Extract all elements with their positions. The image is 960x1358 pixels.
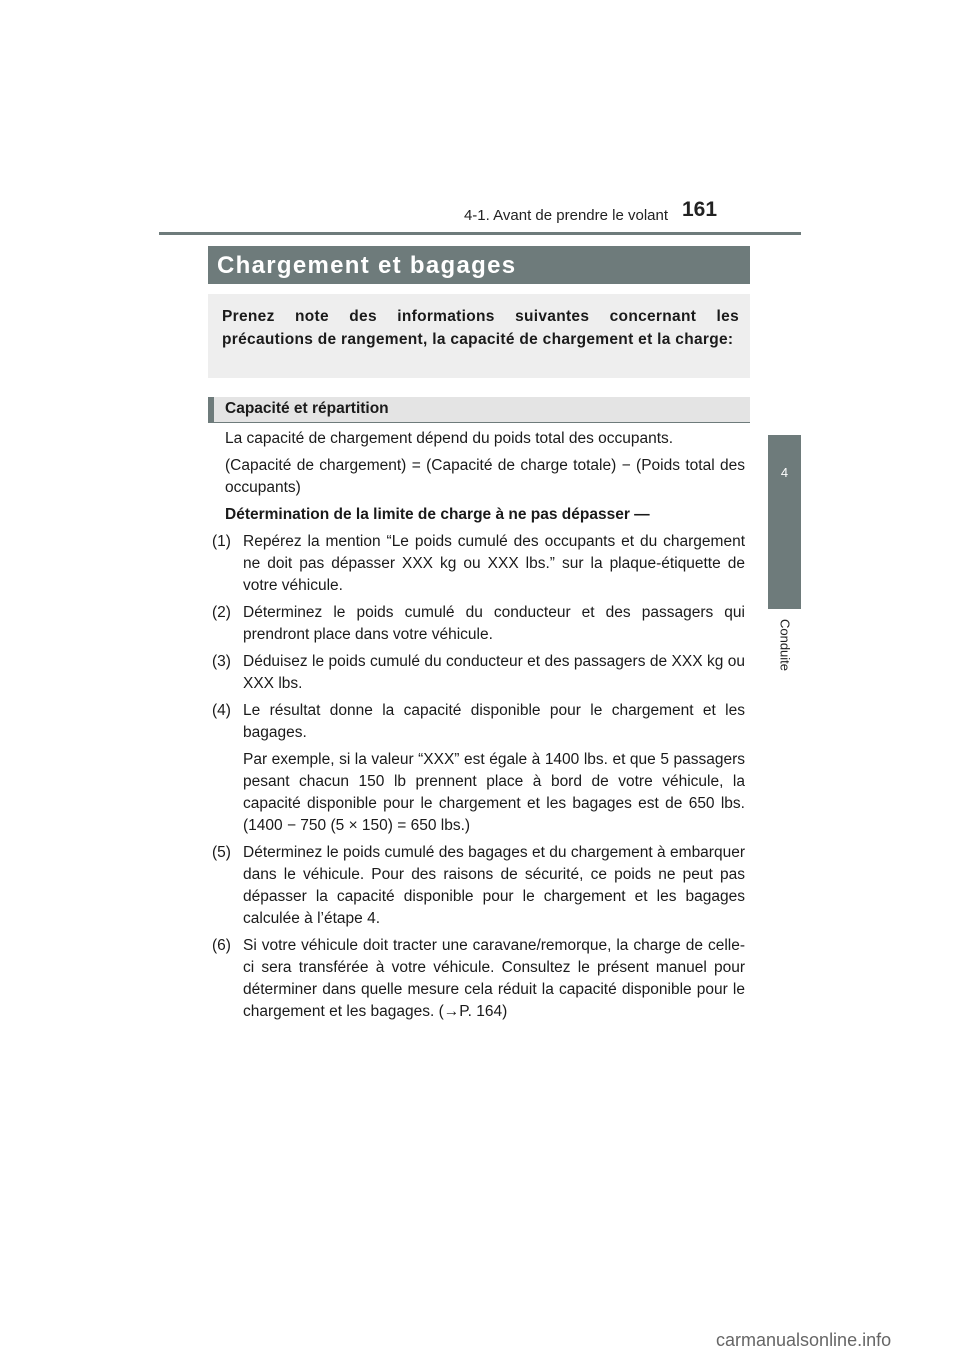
page-title: Chargement et bagages — [217, 252, 517, 279]
list-item — [208, 531, 745, 597]
subsection-bar — [208, 397, 750, 423]
step-example: Par exemple, si la valeur “XXX” est égale à 1400 lbs. et que 5 passagers pesant chacun 150 lb prennent place à bord de votre véhicule, la capacité disponible pour le chargement et les bagages est de 650 lbs. (1400 − 750 (5 × 150) = 650 lbs.) — [243, 751, 745, 834]
section-title-bar — [208, 246, 750, 284]
step-text: Déduisez le poids cumulé du conducteur et des passagers de XXX kg ou XXX lbs. — [243, 653, 745, 692]
step-number: (3) — [212, 653, 231, 670]
list-item — [208, 700, 745, 744]
step-text: Repérez la mention “Le poids cumulé des occupants et du chargement ne doit pas dépasser XXX kg ou XXX lbs.” sur la plaque-étiquette de votre véhicule. — [243, 533, 745, 594]
subsection-title: Capacité et répartition — [225, 400, 389, 417]
step-number: (2) — [212, 604, 231, 621]
step-number: (6) — [212, 937, 231, 954]
page-header — [0, 198, 960, 230]
step-number: (1) — [212, 533, 231, 550]
chapter-label: Conduite — [777, 618, 792, 672]
body-content — [208, 428, 745, 1028]
step-text: Déterminez le poids cumulé des bagages et du chargement à embarquer dans le véhicule. Pour des raisons de sécurité, ce poids ne peut pas dépasser la capacité disponible pour le chargement et les bagages calculée à l’étape 4. — [243, 844, 745, 927]
subsection-accent — [208, 397, 214, 422]
intro-box: Prenez note des informations suivantes concernant les précautions de rangement, la capacité de chargement et la charge: — [208, 294, 750, 378]
section-title: 4-1. Avant de prendre le volant — [463, 207, 668, 224]
header-rule — [159, 232, 801, 235]
watermark: carmanualsonline.info — [716, 1330, 892, 1350]
chapter-number: 4 — [780, 465, 789, 480]
list-item — [208, 602, 745, 646]
step-text: Déterminez le poids cumulé du conducteur et des passagers qui prendront place dans votre véhicule. — [243, 604, 745, 643]
paragraph: La capacité de chargement dépend du poids total des occupants. — [225, 430, 674, 447]
step-text: Le résultat donne la capacité disponible pour le chargement et les bagages. — [243, 702, 745, 741]
chapter-label-container — [768, 615, 801, 685]
step-text: Si votre véhicule doit tracter une caravane/remorque, la charge de celle-ci sera transférée à votre véhicule. Consultez le présent manuel pour déterminer dans quelle mesure cela réduit la capacité disponible pour le chargement et les bagages. (→P. 164) — [243, 937, 745, 1020]
step-number: (5) — [212, 844, 231, 861]
formula-paragraph: (Capacité de chargement) = (Capacité de charge totale) − (Poids total des occupants) — [225, 457, 745, 496]
chapter-tab — [768, 435, 801, 609]
list-item — [208, 651, 745, 695]
list-item — [208, 935, 745, 1023]
step-number: (4) — [212, 702, 231, 719]
bold-heading: Détermination de la limite de charge à ne pas dépasser — — [225, 506, 650, 523]
page-number: 161 — [682, 198, 718, 221]
list-item — [208, 842, 745, 930]
